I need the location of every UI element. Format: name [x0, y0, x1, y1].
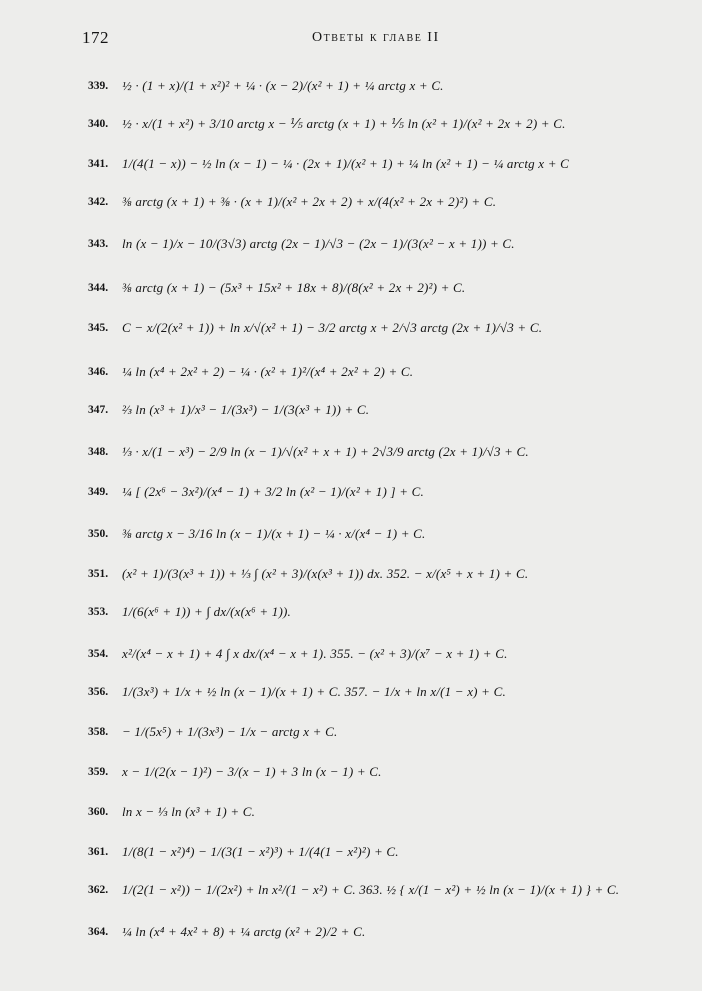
answer-340 [88, 116, 566, 132]
answer-number: 341. [88, 158, 109, 170]
answer-number: 353. [88, 606, 109, 618]
answer-number: 348. [88, 446, 109, 458]
answer-expression: ⅜ arctg (x + 1) + ⅜ · (x + 1)/(x² + 2x + 2) + x/(4(x² + 2x + 2)²) + C. [122, 194, 497, 209]
answer-353 [88, 604, 291, 620]
answer-362 [88, 882, 619, 898]
answer-number: 362. [88, 884, 109, 896]
answer-348 [88, 444, 529, 460]
answer-expression: ⅜ arctg x − 3/16 ln (x − 1)/(x + 1) − ¼ · x/(x⁴ − 1) + C. [122, 526, 426, 541]
answer-number: 345. [88, 322, 109, 334]
answer-expression: ¼ ln (x⁴ + 4x² + 8) + ¼ arctg (x² + 2)/2 + C. [122, 924, 366, 939]
answer-expression: ln (x − 1)/x − 10/(3√3) arctg (2x − 1)/√3 − (2x − 1)/(3(x² − x + 1)) + C. [122, 236, 515, 251]
answer-347 [88, 402, 369, 418]
answer-350 [88, 526, 425, 542]
answer-number: 340. [88, 118, 109, 130]
answer-number: 344. [88, 282, 109, 294]
answer-expression: ⅜ arctg (x + 1) − (5x³ + 15x² + 18x + 8)/(8(x² + 2x + 2)²) + C. [122, 280, 466, 295]
answer-expression: x − 1/(2(x − 1)²) − 3/(x − 1) + 3 ln (x − 1) + C. [122, 764, 382, 779]
answer-expression: ½ · x/(1 + x²) + 3/10 arctg x − ⅕ arctg (x + 1) + ⅕ ln (x² + 1)/(x² + 2x + 2) + C. [122, 116, 566, 131]
page-number: 172 [82, 28, 109, 47]
answer-number: 350. [88, 528, 109, 540]
answer-344 [88, 280, 465, 296]
answer-expression: ¼ [ (2x⁶ − 3x²)/(x⁴ − 1) + 3/2 ln (x² − 1)/(x² + 1) ] + C. [122, 484, 424, 499]
answer-number: 359. [88, 766, 109, 778]
answer-342 [88, 194, 496, 210]
answer-360 [88, 804, 255, 820]
answer-expression: C − x/(2(x² + 1)) + ln x/√(x² + 1) − 3/2 arctg x + 2/√3 arctg (2x + 1)/√3 + C. [122, 320, 543, 335]
answer-expression: 1/(6(x⁶ + 1)) + ∫ dx/(x(x⁶ + 1)). [122, 604, 291, 619]
answer-number: 351. [88, 568, 109, 580]
answer-339 [88, 78, 444, 94]
answer-expression: ⅓ · x/(1 − x³) − 2/9 ln (x − 1)/√(x² + x + 1) + 2√3/9 arctg (2x + 1)/√3 + C. [122, 444, 529, 459]
answer-number: 358. [88, 726, 109, 738]
answer-expression: (x² + 1)/(3(x³ + 1)) + ⅓ ∫ (x² + 3)/(x(x³ + 1)) dx. 352. − x/(x⁵ + x + 1) + C. [122, 566, 529, 581]
answer-number: 364. [88, 926, 109, 938]
answer-expression: 1/(8(1 − x²)⁴) − 1/(3(1 − x²)³) + 1/(4(1 − x²)²) + C. [122, 844, 399, 859]
answer-expression: x²/(x⁴ − x + 1) + 4 ∫ x dx/(x⁴ − x + 1). 355. − (x² + 3)/(x⁷ − x + 1) + C. [122, 646, 508, 661]
answer-expression: ⅔ ln (x³ + 1)/x³ − 1/(3x³) − 1/(3(x³ + 1)) + C. [122, 402, 370, 417]
answer-number: 354. [88, 648, 109, 660]
answer-number: 356. [88, 686, 109, 698]
answer-361 [88, 844, 399, 860]
answer-358 [88, 724, 337, 740]
answer-351 [88, 566, 528, 582]
answer-number: 347. [88, 404, 109, 416]
answer-number: 349. [88, 486, 109, 498]
answer-349 [88, 484, 424, 500]
answer-expression: ¼ ln (x⁴ + 2x² + 2) − ¼ · (x² + 1)²/(x⁴ + 2x² + 2) + C. [122, 364, 414, 379]
running-title: Ответы к главе II [312, 30, 440, 45]
answer-number: 360. [88, 806, 109, 818]
answer-359 [88, 764, 382, 780]
answer-number: 342. [88, 196, 109, 208]
answer-341 [88, 156, 569, 172]
answer-expression: 1/(3x³) + 1/x + ½ ln (x − 1)/(x + 1) + C. 357. − 1/x + ln x/(1 − x) + C. [122, 684, 506, 699]
answer-346 [88, 364, 413, 380]
page-header [82, 28, 642, 50]
answer-354 [88, 646, 508, 662]
answer-expression: − 1/(5x⁵) + 1/(3x³) − 1/x − arctg x + C. [122, 724, 338, 739]
answer-expression: ln x − ⅓ ln (x³ + 1) + C. [122, 804, 256, 819]
answer-number: 343. [88, 238, 109, 250]
answer-number: 361. [88, 846, 109, 858]
answer-364 [88, 924, 365, 940]
answer-number: 346. [88, 366, 109, 378]
answer-345 [88, 320, 542, 336]
answer-expression: ½ · (1 + x)/(1 + x²)² + ¼ · (x − 2)/(x² + 1) + ¼ arctg x + C. [122, 78, 444, 93]
answer-343 [88, 236, 515, 252]
answer-number: 339. [88, 80, 109, 92]
answer-expression: 1/(2(1 − x²)) − 1/(2x²) + ln x²/(1 − x²) + C. 363. ½ { x/(1 − x²) + ½ ln (x − 1)/(x + 1) } + C. [122, 882, 620, 897]
answer-expression: 1/(4(1 − x)) − ½ ln (x − 1) − ¼ · (2x + 1)/(x² + 1) + ¼ ln (x² + 1) − ¼ arctg x + C [122, 156, 570, 171]
answer-356 [88, 684, 506, 700]
